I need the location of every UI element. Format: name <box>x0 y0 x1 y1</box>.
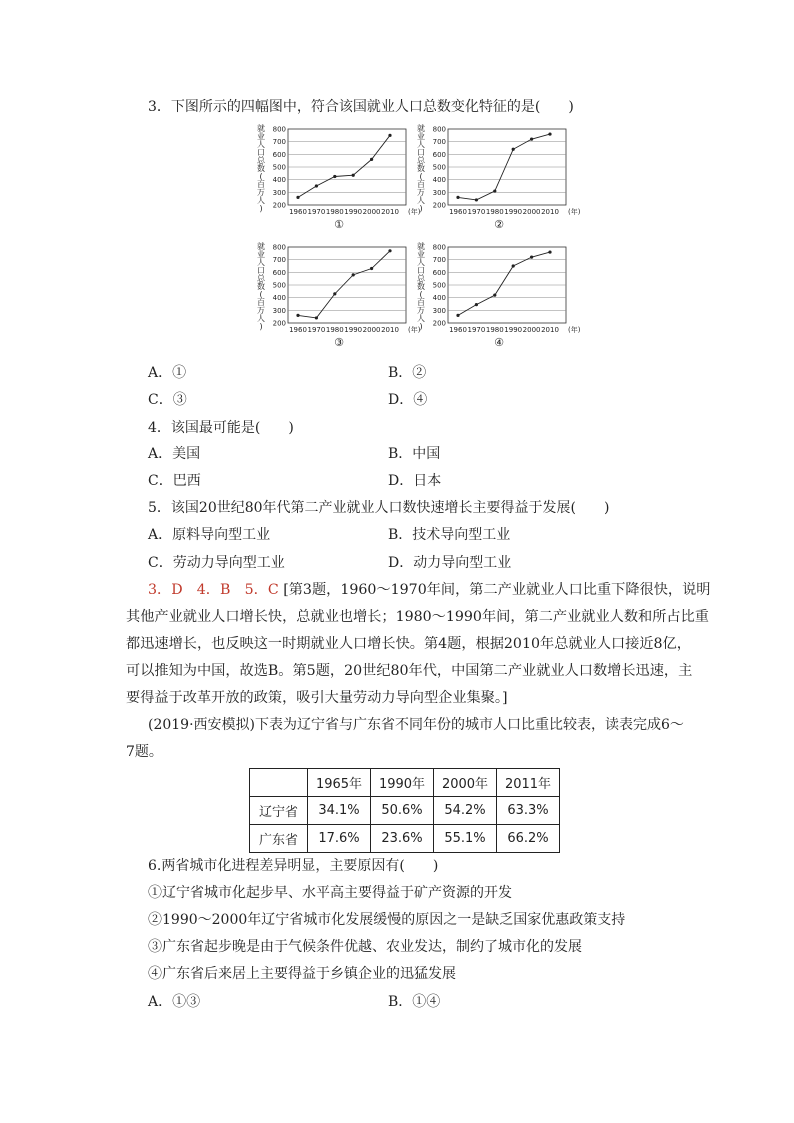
x-tick-label: 1960 <box>449 326 467 334</box>
y-tick-label: 300 <box>432 306 446 315</box>
chart-3 <box>257 241 421 349</box>
q3-option-c[interactable]: C．③ <box>148 392 187 408</box>
y-tick-label: 600 <box>272 150 286 159</box>
x-tick-label: 1970 <box>467 208 486 216</box>
x-axis-label: (年) <box>408 326 421 334</box>
x-tick-label: 1980 <box>325 326 344 334</box>
data-point <box>296 196 299 199</box>
y-tick-label: 200 <box>432 201 446 210</box>
chart-number-label: ④ <box>494 336 504 349</box>
x-tick-label: 1960 <box>289 326 307 334</box>
x-axis-label: (年) <box>568 326 581 334</box>
employment-charts <box>0 0 794 360</box>
y-tick-label: 200 <box>432 319 446 328</box>
data-point <box>315 184 318 187</box>
x-tick-label: 1970 <box>307 208 326 216</box>
q4-option-a[interactable]: A．美国 <box>148 446 201 462</box>
chart-number-label: ① <box>334 218 344 231</box>
chart-2 <box>417 123 581 231</box>
chart-frame <box>288 247 406 323</box>
y-tick-label: 700 <box>272 138 286 147</box>
chart-frame <box>288 129 406 205</box>
intro-line-2: 7题。 <box>126 744 163 760</box>
chart-frame <box>448 247 566 323</box>
chart-number-label: ② <box>494 218 504 231</box>
q5-option-a[interactable]: A．原料导向型工业 <box>148 527 271 543</box>
answer-line-4: 可以推知为中国，故选B。第5题，20世纪80年代，中国第二产业就业人口数增长迅速，主 <box>126 663 693 679</box>
table-cell: 63.3% <box>497 797 560 825</box>
data-point <box>512 148 515 151</box>
y-tick-label: 500 <box>272 281 286 290</box>
table-header-cell: 1990年 <box>371 769 434 797</box>
q4-stem: 4．该国最可能是( ) <box>148 420 294 436</box>
data-point <box>548 250 551 253</box>
q6-item-1: ①辽宁省城市化起步早、水平高主要得益于矿产资源的开发 <box>148 885 512 901</box>
q3-option-d[interactable]: D．④ <box>388 392 428 408</box>
data-point <box>333 292 336 295</box>
series-line <box>458 134 550 200</box>
intro-line-1: (2019·西安模拟)下表为辽宁省与广东省不同年份的城市人口比重比较表，读表完成6～ <box>148 717 684 733</box>
y-axis-label: 就业人口总数(百万人) <box>417 124 425 213</box>
data-point <box>475 198 478 201</box>
table-cell: 55.1% <box>434 825 497 853</box>
y-axis-label: 就业人口总数(百万人) <box>257 124 265 213</box>
table-header-cell: 2011年 <box>497 769 560 797</box>
table-cell: 50.6% <box>371 797 434 825</box>
y-tick-label: 400 <box>432 176 446 185</box>
answer-keys: 3．D 4．B 5．C <box>148 582 279 598</box>
chart-frame <box>448 129 566 205</box>
data-point <box>548 132 551 135</box>
y-tick-label: 300 <box>272 306 286 315</box>
table-row-label: 辽宁省 <box>250 797 308 825</box>
x-tick-label: 1990 <box>504 326 523 334</box>
data-point <box>388 134 391 137</box>
y-tick-label: 700 <box>272 256 286 265</box>
q6-stem: 6.两省城市化进程差异明显，主要原因有( ) <box>148 858 439 874</box>
y-tick-label: 600 <box>272 268 286 277</box>
y-tick-label: 600 <box>432 150 446 159</box>
data-point <box>530 256 533 259</box>
y-tick-label: 800 <box>272 125 286 134</box>
table-corner-cell <box>250 769 308 797</box>
x-tick-label: 2000 <box>522 208 541 216</box>
table-cell: 17.6% <box>308 825 371 853</box>
x-tick-label: 2010 <box>381 326 399 334</box>
series-line <box>458 252 550 315</box>
series-line <box>298 135 390 197</box>
x-tick-label: 2010 <box>381 208 399 216</box>
data-point <box>370 158 373 161</box>
q3-option-a[interactable]: A．① <box>148 365 187 381</box>
data-point <box>388 249 391 252</box>
table-header-row <box>250 769 560 797</box>
x-tick-label: 1970 <box>467 326 486 334</box>
answer-line-5: 要得益于改革开放的政策，吸引大量劳动力导向型企业集聚。] <box>126 690 508 706</box>
q3-option-b[interactable]: B．② <box>388 365 427 381</box>
table-cell: 34.1% <box>308 797 371 825</box>
chart-number-label: ③ <box>334 336 344 349</box>
data-point <box>530 138 533 141</box>
chart-1 <box>257 123 421 231</box>
data-point <box>352 273 355 276</box>
answer-line-2: 其他产业就业人口增长快，总就业也增长；1980～1990年间，第二产业就业人数和所占比重 <box>126 609 709 625</box>
x-tick-label: 1980 <box>325 208 344 216</box>
x-tick-label: 1980 <box>485 326 504 334</box>
y-tick-label: 200 <box>272 201 286 210</box>
table-cell: 66.2% <box>497 825 560 853</box>
data-point <box>475 303 478 306</box>
y-tick-label: 500 <box>432 163 446 172</box>
x-tick-label: 1960 <box>289 208 307 216</box>
y-tick-label: 800 <box>432 243 446 252</box>
q6-option-b[interactable]: B．①④ <box>388 994 441 1010</box>
table-row-label: 广东省 <box>250 825 308 853</box>
table-cell: 23.6% <box>371 825 434 853</box>
chart-4 <box>417 241 581 349</box>
data-point <box>315 316 318 319</box>
urbanization-table <box>249 768 560 853</box>
y-tick-label: 800 <box>432 125 446 134</box>
q5-option-c[interactable]: C．劳动力导向型工业 <box>148 555 285 571</box>
y-tick-label: 400 <box>272 176 286 185</box>
table-cell: 54.2% <box>434 797 497 825</box>
answer-line-1 <box>148 580 710 600</box>
q6-item-4: ④广东省后来居上主要得益于乡镇企业的迅猛发展 <box>148 966 456 982</box>
y-axis-label: 就业人口总数(百万人) <box>417 242 425 331</box>
data-point <box>370 267 373 270</box>
x-tick-label: 1990 <box>504 208 523 216</box>
q6-item-3: ③广东省起步晚是由于气候条件优越、农业发达，制约了城市化的发展 <box>148 939 582 955</box>
data-point <box>352 174 355 177</box>
q6-option-a[interactable]: A．①③ <box>148 994 201 1010</box>
q3-stem: 3．下图所示的四幅图中，符合该国就业人口总数变化特征的是( ) <box>148 99 574 115</box>
q6-item-2: ②1990～2000年辽宁省城市化发展缓慢的原因之一是缺乏国家优惠政策支持 <box>148 912 626 928</box>
x-tick-label: 1980 <box>485 208 504 216</box>
x-tick-label: 2000 <box>362 208 381 216</box>
x-tick-label: 2010 <box>541 208 559 216</box>
x-tick-label: 1990 <box>344 208 363 216</box>
y-tick-label: 200 <box>272 319 286 328</box>
x-tick-label: 1970 <box>307 326 326 334</box>
x-tick-label: 2010 <box>541 326 559 334</box>
y-tick-label: 700 <box>432 256 446 265</box>
x-tick-label: 1960 <box>449 208 467 216</box>
y-tick-label: 400 <box>272 294 286 303</box>
y-tick-label: 300 <box>272 188 286 197</box>
x-tick-label: 2000 <box>522 326 541 334</box>
q5-option-d[interactable]: D．动力导向型工业 <box>388 555 512 571</box>
data-point <box>333 175 336 178</box>
y-tick-label: 700 <box>432 138 446 147</box>
series-line <box>298 251 390 318</box>
x-tick-label: 1990 <box>344 326 363 334</box>
q4-option-c[interactable]: C．巴西 <box>148 473 201 489</box>
data-point <box>456 314 459 317</box>
table-row <box>250 825 560 853</box>
y-tick-label: 400 <box>432 294 446 303</box>
y-tick-label: 500 <box>432 281 446 290</box>
table-row <box>250 797 560 825</box>
y-tick-label: 500 <box>272 163 286 172</box>
y-axis-label: 就业人口总数(百万人) <box>257 242 265 331</box>
q4-option-d[interactable]: D．日本 <box>388 473 442 489</box>
table-header-cell: 1965年 <box>308 769 371 797</box>
data-point <box>456 196 459 199</box>
x-axis-label: (年) <box>568 208 581 216</box>
q5-option-b[interactable]: B．技术导向型工业 <box>388 527 511 543</box>
data-point <box>493 294 496 297</box>
y-tick-label: 300 <box>432 188 446 197</box>
y-tick-label: 800 <box>272 243 286 252</box>
x-axis-label: (年) <box>408 208 421 216</box>
q4-option-b[interactable]: B．中国 <box>388 446 441 462</box>
data-point <box>512 264 515 267</box>
y-tick-label: 600 <box>432 268 446 277</box>
data-point <box>493 189 496 192</box>
q5-stem: 5．该国20世纪80年代第二产业就业人口数快速增长主要得益于发展( ) <box>148 500 610 516</box>
x-tick-label: 2000 <box>362 326 381 334</box>
table-header-cell: 2000年 <box>434 769 497 797</box>
answer-explanation-1: [第3题，1960～1970年间，第二产业就业人口比重下降很快，说明 <box>283 582 711 598</box>
data-point <box>296 314 299 317</box>
answer-line-3: 都迅速增长，也反映这一时期就业人口增长快。第4题，根据2010年总就业人口接近8亿， <box>126 636 691 652</box>
